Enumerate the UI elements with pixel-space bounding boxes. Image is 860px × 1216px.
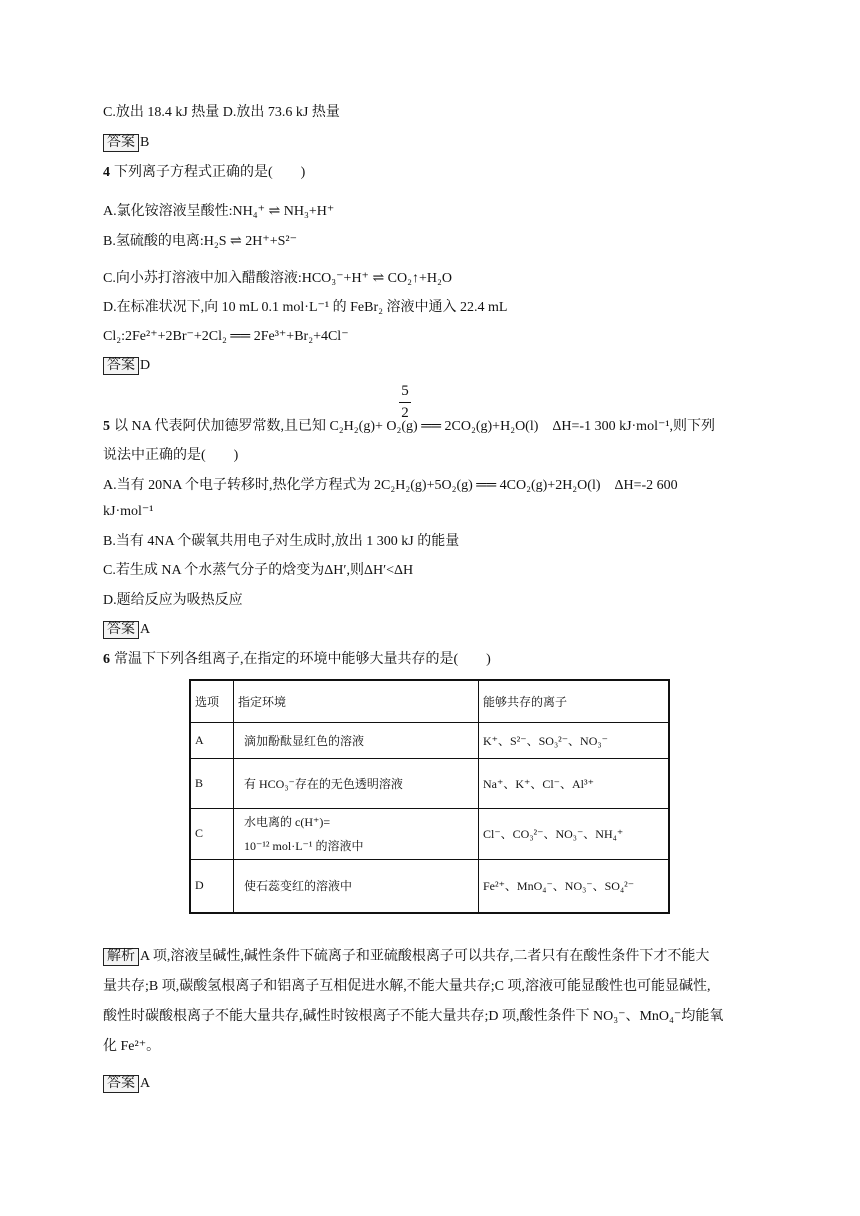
fraction-five-halves (399, 383, 411, 422)
table-cell: Na⁺、K⁺、Cl⁻、Al³⁺ (479, 758, 670, 808)
fraction-numerator: 5 (401, 383, 409, 399)
table-cell: A (190, 722, 234, 758)
q6-explanation (103, 942, 758, 1062)
table-cell: K⁺、S²⁻、SO₃²⁻、NO₃⁻ (479, 722, 670, 758)
q5-option-c: C.若生成 NA 个水蒸气分子的焓变为ΔH′,则ΔH′<ΔH (103, 563, 414, 578)
fraction-bar (399, 402, 411, 403)
answer-tag: 答案 (103, 134, 139, 152)
q5-option-a-line1: A.当有 20NA 个电子转移时,热化学方程式为 2C₂H₂(g)+5O₂(g) ══ 4CO₂(g)+2H₂O(l) ΔH=-2 600 (103, 478, 678, 493)
explain-tag: 解析 (103, 948, 139, 966)
table-row (190, 722, 669, 758)
table-header-row (190, 680, 669, 722)
table-header: 能够共存的离子 (479, 680, 670, 722)
table-cell: 有 HCO₃⁻存在的无色透明溶液 (234, 758, 479, 808)
answer-value: A (140, 1076, 151, 1091)
answer-value: D (140, 358, 151, 373)
answer-tag: 答案 (103, 1075, 139, 1093)
q6-stem (103, 651, 491, 669)
question-number: 6 (103, 652, 110, 667)
q4-answer (103, 357, 150, 375)
question-number: 5 (103, 419, 110, 434)
cell-line: 10⁻¹² mol·L⁻¹ 的溶液中 (244, 838, 364, 853)
answer-value: B (140, 135, 150, 150)
question-text: 常温下下列各组离子,在指定的环境中能够大量共存的是( ) (114, 652, 491, 667)
table-cell (234, 808, 479, 859)
table-header: 选项 (190, 680, 234, 722)
q3-options-cd: C.放出 18.4 kJ 热量 D.放出 73.6 kJ 热量 (103, 105, 340, 120)
table-cell: C (190, 808, 234, 859)
question-text: 以 NA 代表阿伏加德罗常数,且已知 C₂H₂(g)+ O₂(g) ══ 2CO₂(g)+H₂O(l) ΔH=-1 300 kJ·mol⁻¹,则下列 (114, 419, 716, 434)
q4-option-d-line1: D.在标准状况下,向 10 mL 0.1 mol·L⁻¹ 的 FeBr₂ 溶液中通入 22.4 mL (103, 300, 508, 315)
explanation-line (103, 942, 758, 972)
q5-option-b: B.当有 4NA 个碳氧共用电子对生成时,放出 1 300 kJ 的能量 (103, 534, 460, 549)
answer-value: A (140, 622, 151, 637)
explanation-line: 化 Fe²⁺。 (103, 1039, 161, 1054)
q4-option-d-line2: Cl₂:2Fe²⁺+2Br⁻+2Cl₂ ══ 2Fe³⁺+Br₂+4Cl⁻ (103, 329, 349, 344)
table-row (190, 808, 669, 859)
table-cell: D (190, 859, 234, 913)
q4-option-c: C.向小苏打溶液中加入醋酸溶液:HCO₃⁻+H⁺ ⇌ CO₂↑+H₂O (103, 271, 453, 286)
fraction-denominator: 2 (401, 405, 409, 421)
table-cell: B (190, 758, 234, 808)
cell-line: 水电离的 c(H⁺)= (244, 814, 331, 829)
q5-option-a-line2: kJ·mol⁻¹ (103, 504, 154, 519)
answer-tag: 答案 (103, 357, 139, 375)
table-cell: Fe²⁺、MnO₄⁻、NO₃⁻、SO₄²⁻ (479, 859, 670, 913)
table-row (190, 758, 669, 808)
q4-option-a: A.氯化铵溶液呈酸性:NH₄⁺ ⇌ NH₃+H⁺ (103, 204, 335, 219)
q4-stem (103, 164, 305, 182)
ion-table (189, 679, 670, 914)
table-cell: Cl⁻、CO₃²⁻、NO₃⁻、NH₄⁺ (479, 808, 670, 859)
q5-stem-line2: 说法中正确的是( ) (103, 448, 239, 463)
q6-answer (103, 1075, 150, 1093)
q5-answer (103, 621, 150, 639)
table-row (190, 859, 669, 913)
explanation-line: 酸性时碳酸根离子不能大量共存,碱性时铵根离子不能大量共存;D 项,酸性条件下 NO₃⁻、MnO₄⁻均能氧 (103, 1009, 724, 1024)
table-cell: 使石蕊变红的溶液中 (234, 859, 479, 913)
question-number: 4 (103, 165, 110, 180)
q5-stem-line1 (103, 418, 715, 436)
question-text: 下列离子方程式正确的是( ) (114, 165, 306, 180)
q3-answer (103, 134, 149, 152)
answer-tag: 答案 (103, 621, 139, 639)
q5-option-d: D.题给反应为吸热反应 (103, 593, 243, 608)
explanation-text: A 项,溶液呈碱性,碱性条件下硫离子和亚硫酸根离子可以共存,二者只有在酸性条件下才不能大 (140, 949, 710, 964)
table-header: 指定环境 (234, 680, 479, 722)
q4-option-b: B.氢硫酸的电离:H₂S ⇌ 2H⁺+S²⁻ (103, 234, 298, 249)
table-cell: 滴加酚酞显红色的溶液 (234, 722, 479, 758)
explanation-line: 量共存;B 项,碳酸氢根离子和铝离子互相促进水解,不能大量共存;C 项,溶液可能显酸性也可能显碱性, (103, 979, 711, 994)
